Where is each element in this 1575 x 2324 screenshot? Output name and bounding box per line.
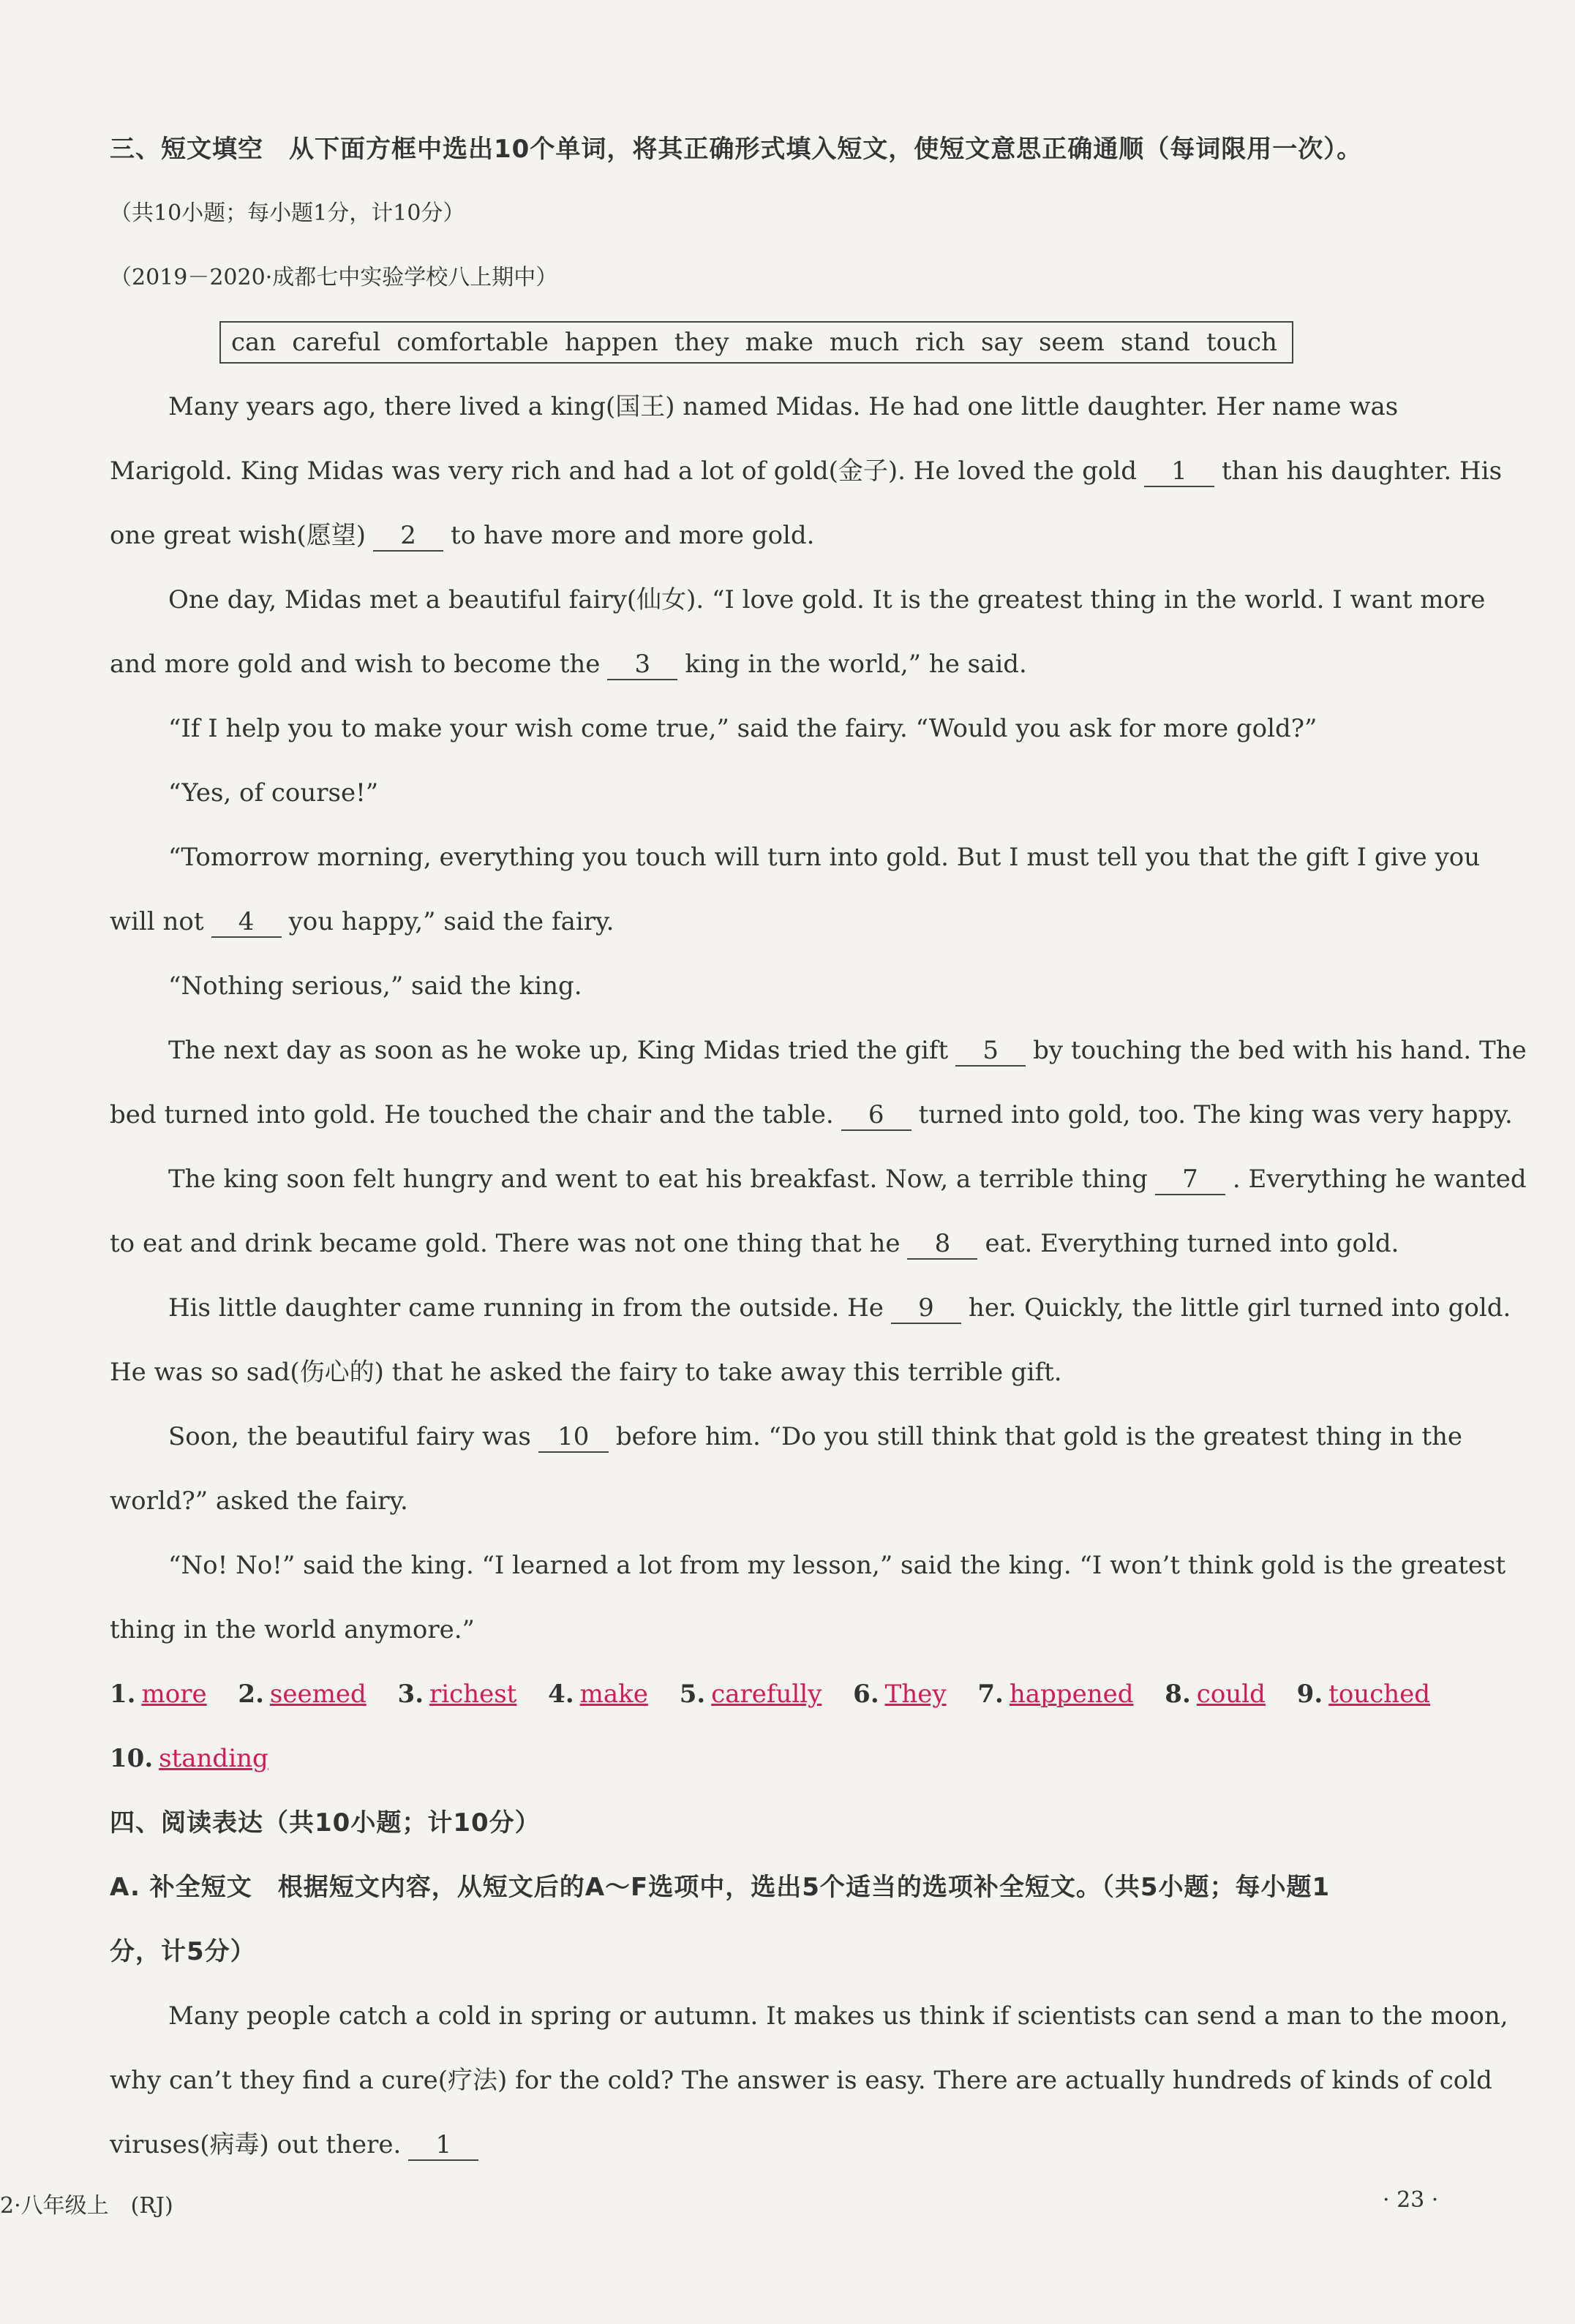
passage-line: will not 4 you happy,” said the fairy. bbox=[110, 907, 614, 936]
blank-8: 8 bbox=[907, 1229, 977, 1260]
answer-number: 7. bbox=[977, 1680, 1004, 1709]
word: much bbox=[829, 328, 899, 357]
footer-left: 2·八年级上 (RJ) bbox=[0, 2193, 173, 2219]
passage-line: “Tomorrow morning, everything you touch will turn into gold. But I must tell you that the gift I give you bbox=[168, 843, 1481, 872]
passage-line: viruses(病毒) out there. 1 bbox=[110, 2113, 1485, 2177]
passage-line: “Nothing serious,” said the king. bbox=[168, 971, 582, 1001]
passage-line: “No! No!” said the king. “I learned a lot from my lesson,” said the king. “I won’t think gold is the greatest bbox=[168, 1551, 1506, 1580]
blank-6: 6 bbox=[841, 1100, 911, 1131]
word: seem bbox=[1038, 328, 1105, 357]
passage-line: “Yes, of course!” bbox=[168, 778, 379, 808]
answer-word: richest bbox=[429, 1680, 517, 1709]
answer-word: happened bbox=[1009, 1680, 1134, 1709]
section4-title: 四、阅读表达（共10小题；计10分） bbox=[110, 1808, 541, 1838]
answer-number: 10. bbox=[110, 1744, 154, 1773]
word: make bbox=[745, 328, 813, 357]
passage-line: and more gold and wish to become the 3 king in the world,” he said. bbox=[110, 650, 1027, 679]
section3-source: （2019－2020·成都七中实验学校八上期中） bbox=[110, 265, 558, 290]
part-a-title: A. 补全短文 根据短文内容，从短文后的A～F选项中，选出5个适当的选项补全短文。（共5小题；每小题1 bbox=[110, 1873, 1331, 1902]
section3-note: （共10小题；每小题1分，计10分） bbox=[110, 200, 465, 226]
page bbox=[110, 117, 1527, 2177]
section3-title: 三、短文填空 从下面方框中选出10个单词，将其正确形式填入短文，使短文意思正确通顺（每词限用一次）。 bbox=[110, 135, 1363, 164]
answer-row bbox=[110, 1726, 1485, 1791]
answer-word: seemed bbox=[269, 1680, 367, 1709]
passage-line: His little daughter came running in from the outside. He 9 her. Quickly, the little girl turned into gold. bbox=[168, 1293, 1511, 1323]
answer-word: more bbox=[141, 1680, 207, 1709]
passage-line: Marigold. King Midas was very rich and had a lot of gold(金子). He loved the gold 1 than his daughter. His bbox=[110, 456, 1503, 486]
passage-line: one great wish(愿望) 2 to have more and more gold. bbox=[110, 521, 815, 550]
passage-line: thing in the world anymore.” bbox=[110, 1615, 475, 1644]
answer-number: 2. bbox=[238, 1680, 264, 1709]
blank-7: 7 bbox=[1155, 1165, 1225, 1195]
passage-line: One day, Midas met a beautiful fairy(仙女). “I love gold. It is the greatest thing in the world. I want more bbox=[168, 585, 1486, 614]
word: can bbox=[231, 328, 277, 357]
blank-3: 3 bbox=[607, 650, 677, 680]
answer-word: They bbox=[884, 1680, 947, 1709]
blank-a1: 1 bbox=[408, 2130, 478, 2161]
answer-word: make bbox=[579, 1680, 648, 1709]
blank-4: 4 bbox=[211, 907, 282, 938]
answer-number: 4. bbox=[548, 1680, 574, 1709]
blank-2: 2 bbox=[373, 521, 443, 552]
page-number: · 23 · bbox=[1383, 2187, 1439, 2213]
answer-number: 3. bbox=[397, 1680, 424, 1709]
passage-line: He was so sad(伤心的) that he asked the fairy to take away this terrible gift. bbox=[110, 1358, 1062, 1387]
blank-9: 9 bbox=[891, 1293, 961, 1324]
answer-number: 1. bbox=[110, 1680, 136, 1709]
answer-row bbox=[110, 1662, 1485, 1726]
answer-number: 5. bbox=[679, 1680, 706, 1709]
answer-number: 6. bbox=[853, 1680, 879, 1709]
passage-line: world?” asked the fairy. bbox=[110, 1486, 408, 1516]
passage-line: The king soon felt hungry and went to eat his breakfast. Now, a terrible thing 7 . Everything he wanted bbox=[168, 1165, 1527, 1194]
blank-5: 5 bbox=[955, 1036, 1026, 1067]
word: say bbox=[981, 328, 1023, 357]
answer-word: standing bbox=[159, 1744, 268, 1773]
word: careful bbox=[292, 328, 381, 357]
answer-number: 8. bbox=[1165, 1680, 1191, 1709]
answer-word: could bbox=[1196, 1680, 1266, 1709]
passage-line: to eat and drink became gold. There was not one thing that he 8 eat. Everything turned into gold. bbox=[110, 1229, 1399, 1258]
word: stand bbox=[1120, 328, 1190, 357]
passage-line: Many years ago, there lived a king(国王) named Midas. He had one little daughter. Her name was bbox=[168, 392, 1399, 421]
answer-number: 9. bbox=[1296, 1680, 1323, 1709]
blank-10: 10 bbox=[538, 1422, 609, 1453]
word: touch bbox=[1206, 328, 1277, 357]
passage-line: “If I help you to make your wish come true,” said the fairy. “Would you ask for more gold?” bbox=[168, 714, 1317, 743]
part-a-title-cont: 分，计5分） bbox=[110, 1937, 256, 1966]
word: they bbox=[674, 328, 729, 357]
passage-line: Soon, the beautiful fairy was 10 before him. “Do you still think that gold is the greatest thing in the bbox=[168, 1422, 1463, 1451]
word-box-row bbox=[110, 310, 1485, 375]
answer-word: carefully bbox=[711, 1680, 822, 1709]
passage-line: The next day as soon as he woke up, King Midas tried the gift 5 by touching the bed with his hand. The bbox=[168, 1036, 1527, 1065]
word: comfortable bbox=[396, 328, 549, 357]
passage-line: bed turned into gold. He touched the chair and the table. 6 turned into gold, too. The king was very happy. bbox=[110, 1100, 1513, 1129]
word-box bbox=[219, 321, 1293, 364]
word: rich bbox=[914, 328, 966, 357]
blank-1: 1 bbox=[1144, 456, 1214, 487]
passage-line: Many people catch a cold in spring or autumn. It makes us think if scientists can send a man to the moon, bbox=[168, 2001, 1508, 2031]
answer-word: touched bbox=[1328, 1680, 1431, 1709]
passage-line: why can’t they find a cure(疗法) for the cold? The answer is easy. There are actually hundreds of kinds of cold bbox=[110, 2066, 1492, 2095]
word: happen bbox=[565, 328, 658, 357]
